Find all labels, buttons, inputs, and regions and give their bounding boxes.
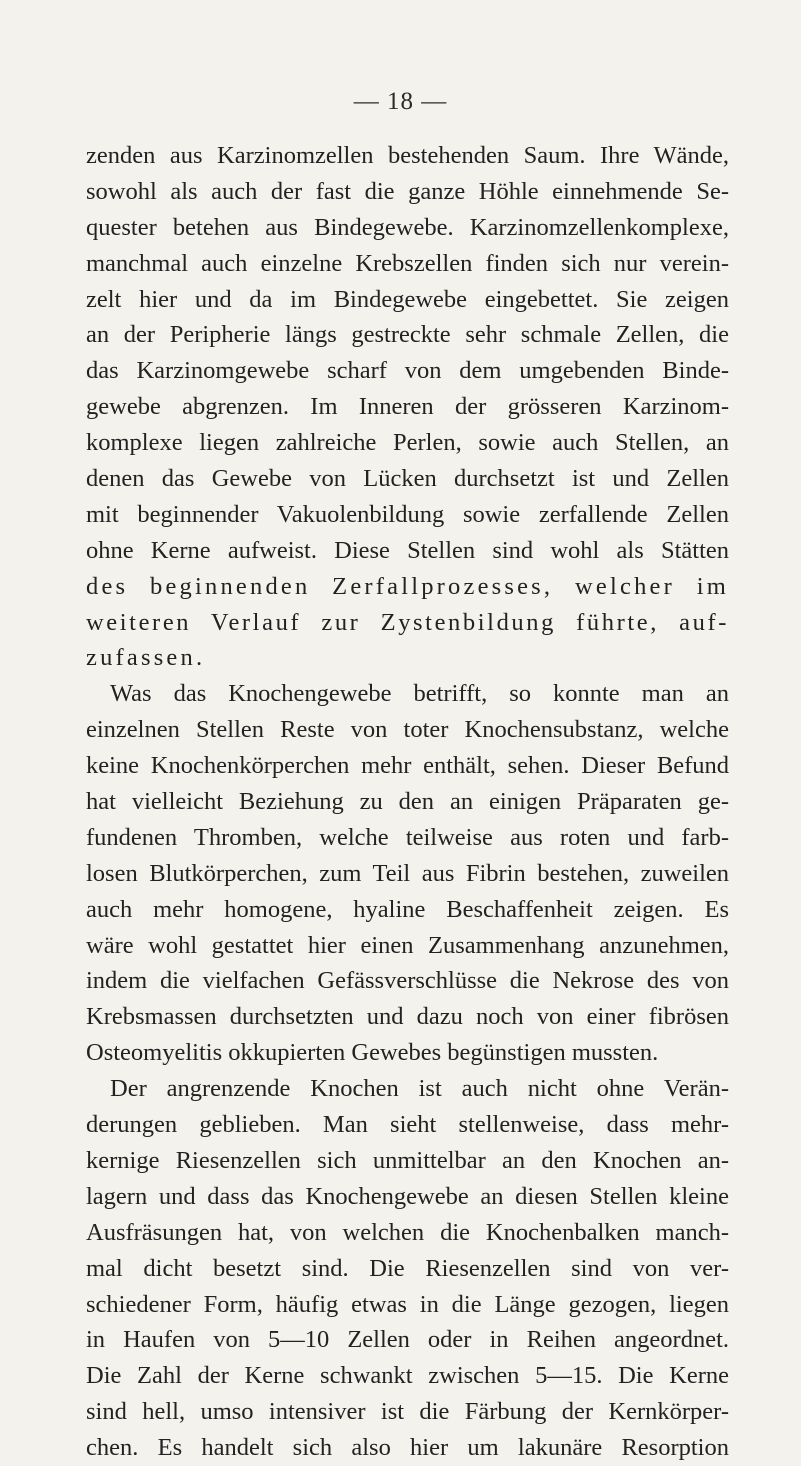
page-number: — 18 — [353, 88, 448, 115]
text-line: das Karzinomgewebe scharf von dem umgebenden Binde- [86, 357, 729, 385]
text-line: schiedener Form, häufig etwas in die Länge gezogen, liegen [86, 1290, 729, 1318]
paragraph-start-line: Was das Knochengewebe betrifft, so konnte man an [110, 680, 729, 708]
text-line: ohne Kerne aufweist. Diese Stellen sind wohl als Stätten [86, 536, 729, 564]
text-line: Ausfräsungen hat, von welchen die Knochenbalken manch- [86, 1218, 729, 1246]
text-line: zenden aus Karzinomzellen bestehenden Saum. Ihre Wände, [86, 142, 729, 169]
text-line: quester betehen aus Bindegewebe. Karzinomzellenkomplexe, [86, 213, 729, 241]
text-line: komplexe liegen zahlreiche Perlen, sowie auch Stellen, an [86, 429, 729, 457]
text-line: derungen geblieben. Man sieht stellenweise, dass mehr- [86, 1111, 729, 1139]
text-line: losen Blutkörperchen, zum Teil aus Fibrin bestehen, zuweilen [86, 859, 729, 887]
text-line: einzelnen Stellen Reste von toter Knochensubstanz, welche [86, 716, 729, 744]
text-line: denen das Gewebe von Lücken durchsetzt ist und Zellen [86, 465, 729, 493]
text-line: hat vielleicht Beziehung zu den an einigen Präparaten ge- [86, 788, 729, 816]
paragraph-start-line: Der angrenzende Knochen ist auch nicht ohne Verän- [110, 1075, 729, 1103]
text-line: lagern und dass das Knochengewebe an diesen Stellen kleine [86, 1182, 729, 1210]
text-line: fundenen Thromben, welche teilweise aus roten und farb- [86, 823, 729, 851]
text-line: chen. Es handelt sich also hier um lakunäre Resorption [86, 1434, 729, 1462]
text-line: an der Peripherie längs gestreckte sehr schmale Zellen, die [86, 321, 729, 349]
body-text [86, 138, 729, 1466]
text-line: kernige Riesenzellen sich unmittelbar an den Knochen an- [86, 1146, 729, 1174]
text-line: indem die vielfachen Gefässverschlüsse die Nekrose des von [86, 967, 729, 995]
text-line-spaced: des beginnenden Zerfallprozesses, welcher im [86, 572, 729, 600]
text-line: Osteomyelitis okkupierten Gewebes begünstigen mussten. [86, 1039, 659, 1067]
text-line: manchmal auch einzelne Krebszellen finden sich nur verein- [86, 249, 729, 277]
text-line: sowohl als auch der fast die ganze Höhle einnehmende Se- [86, 177, 729, 205]
text-line-spaced: weiteren Verlauf zur Zystenbildung führte, auf- [86, 608, 729, 636]
text-line: Krebsmassen durchsetzten und dazu noch von einer fibrösen [86, 1003, 729, 1031]
text-line: zelt hier und da im Bindegewebe eingebettet. Sie zeigen [86, 285, 729, 313]
text-line: mit beginnender Vakuolenbildung sowie zerfallende Zellen [86, 500, 729, 528]
text-line: auch mehr homogene, hyaline Beschaffenheit zeigen. Es [86, 895, 729, 923]
text-line: wäre wohl gestattet hier einen Zusammenhang anzunehmen, [86, 931, 729, 959]
text-line: sind hell, umso intensiver ist die Färbung der Kernkörper- [86, 1398, 729, 1426]
text-line: keine Knochenkörperchen mehr enthält, sehen. Dieser Befund [86, 752, 729, 780]
text-line: in Haufen von 5—10 Zellen oder in Reihen angeordnet. [86, 1326, 729, 1354]
text-line: mal dicht besetzt sind. Die Riesenzellen sind von ver- [86, 1254, 729, 1282]
text-line: gewebe abgrenzen. Im Inneren der grösseren Karzinom- [86, 393, 729, 421]
text-line-spaced: zufassen. [86, 644, 206, 672]
text-line: Die Zahl der Kerne schwankt zwischen 5—15. Die Kerne [86, 1362, 729, 1390]
